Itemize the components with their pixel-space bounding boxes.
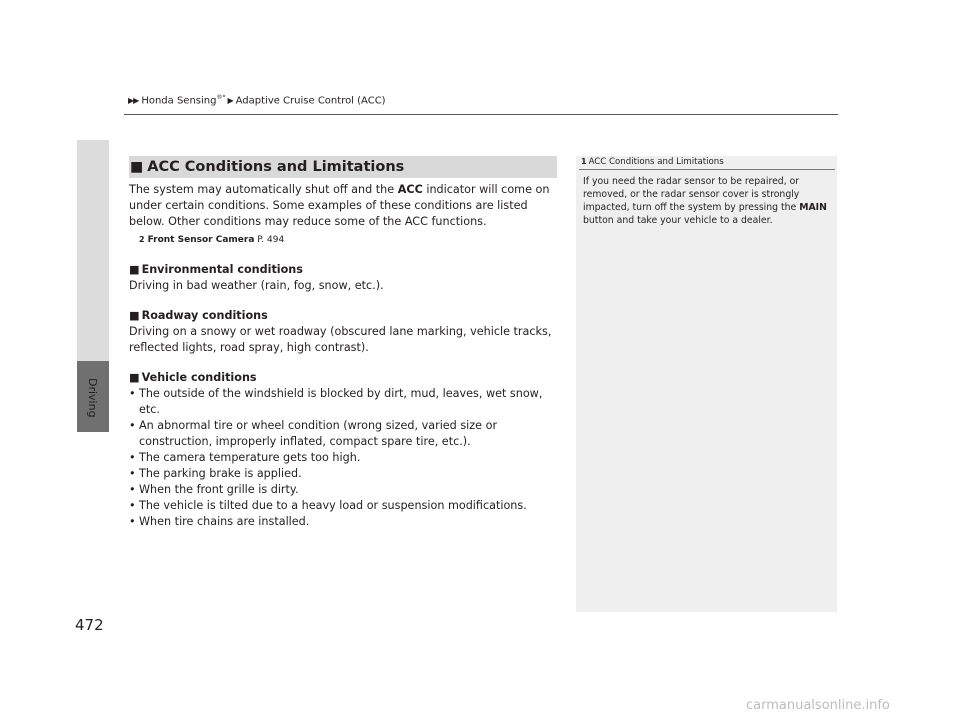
intro-text: The system may automatically shut off and the [129, 183, 398, 196]
subheading-marker-icon: ■ [129, 309, 140, 322]
section-marker-icon: ■ [130, 159, 144, 175]
cross-reference-page: P. 494 [254, 235, 285, 245]
list-item: • When the front grille is dirty. [129, 482, 554, 498]
breadcrumb [128, 94, 386, 106]
vehicle-conditions-heading [129, 370, 554, 386]
section-heading-bar [129, 156, 557, 178]
subheading-marker-icon: ■ [129, 263, 140, 276]
breadcrumb-part-acc[interactable]: Adaptive Cruise Control (ACC) [235, 95, 386, 107]
main-button-keyword: MAIN [799, 202, 827, 213]
list-item: • An abnormal tire or wheel condition (wrong sized, varied size or construction, improperly inflated, compact spare tire, etc.). [129, 418, 554, 450]
roadway-conditions-title: Roadway conditions [141, 309, 268, 322]
note-divider [579, 169, 835, 170]
main-content [129, 182, 554, 530]
side-tab-track [77, 140, 109, 361]
list-item: • The camera temperature gets too high. [129, 450, 554, 466]
list-item: • When tire chains are installed. [129, 514, 554, 530]
subheading-marker-icon: ■ [129, 371, 140, 384]
breadcrumb-part-honda-sensing[interactable]: Honda Sensing [141, 95, 217, 107]
note-icon: 1 [581, 157, 587, 166]
note-heading [581, 157, 724, 167]
cross-reference-title: Front Sensor Camera [147, 235, 255, 245]
header-divider [124, 114, 838, 115]
registered-mark: ®* [216, 94, 226, 101]
cross-reference-link[interactable] [139, 232, 554, 248]
list-item: • The parking brake is applied. [129, 466, 554, 482]
environmental-conditions-heading [129, 262, 554, 278]
section-title: ACC Conditions and Limitations [147, 159, 405, 175]
acc-indicator-keyword: ACC [397, 183, 423, 196]
note-title: ACC Conditions and Limitations [588, 157, 724, 167]
intro-text-continued: indicator will come on under certain conditions. Some examples of these conditions are listed below. Other conditions may reduce some of the ACC functions. [129, 183, 550, 228]
cross-reference-icon: 2 [139, 235, 145, 244]
page-number: 472 [75, 616, 104, 634]
list-item: • The vehicle is tilted due to a heavy load or suspension modifications. [129, 498, 554, 514]
environmental-conditions-title: Environmental conditions [141, 263, 303, 276]
note-text-continued: button and take your vehicle to a dealer. [583, 215, 773, 226]
list-item: • The outside of the windshield is blocked by dirt, mud, leaves, wet snow, etc. [129, 386, 554, 418]
note-body [583, 175, 828, 227]
side-tab-label: Driving [86, 378, 99, 418]
breadcrumb-arrow-icon: ▶ [227, 96, 233, 106]
vehicle-conditions-title: Vehicle conditions [141, 371, 257, 384]
environmental-conditions-text: Driving in bad weather (rain, fog, snow, etc.). [129, 279, 384, 292]
vehicle-conditions-list [129, 386, 554, 530]
intro-paragraph [129, 182, 554, 230]
site-watermark: carmanualsonline.info [746, 698, 890, 713]
roadway-conditions-heading [129, 308, 554, 324]
breadcrumb-arrow-icon: ▶▶ [128, 96, 139, 106]
note-text: If you need the radar sensor to be repaired, or removed, or the radar sensor cover is strongly impacted, turn off the system by pressing the [583, 176, 800, 213]
roadway-conditions-text: Driving on a snowy or wet roadway (obscured lane marking, vehicle tracks, reflected lights, road spray, high contrast). [129, 325, 552, 354]
